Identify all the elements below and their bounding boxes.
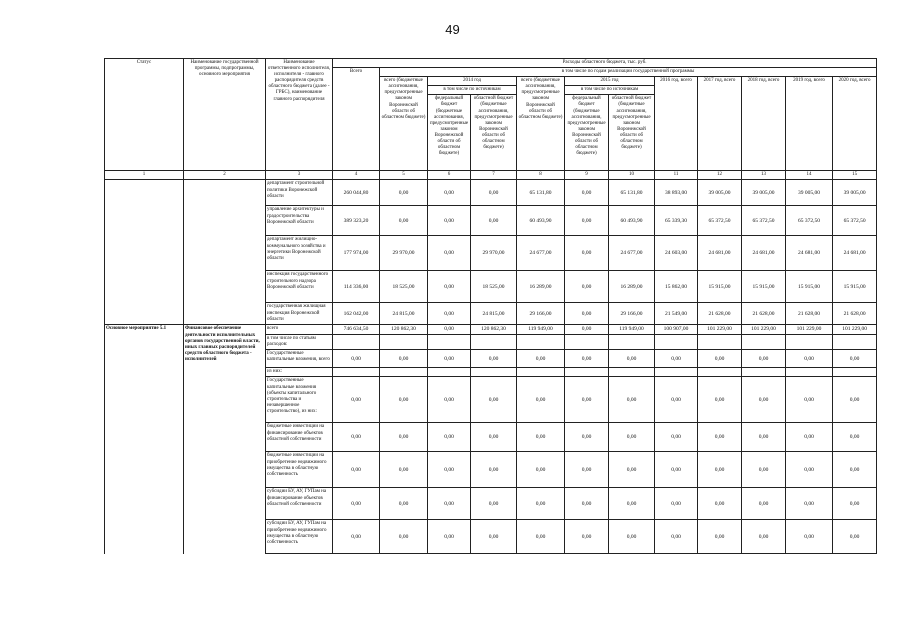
value-cell: 0,00: [698, 452, 742, 488]
value-cell: 746 634,50: [333, 325, 380, 335]
value-cell: 0,00: [380, 377, 428, 423]
executor-name-cell: управление архитектуры и градостроительства Воронежской области: [266, 206, 333, 236]
value-cell: [786, 368, 833, 377]
executor-name-cell: в том числе по статьям расходов:: [266, 335, 333, 350]
column-number: 9: [565, 171, 609, 180]
value-cell: 0,00: [471, 206, 517, 236]
value-cell: 0,00: [786, 423, 833, 452]
value-cell: [471, 368, 517, 377]
value-cell: 0,00: [471, 452, 517, 488]
value-cell: [655, 368, 698, 377]
value-cell: 29 166,00: [517, 303, 565, 325]
value-cell: 0,00: [565, 180, 609, 206]
value-cell: 24 681,00: [698, 236, 742, 271]
value-cell: 0,00: [517, 520, 565, 554]
value-cell: 0,00: [333, 488, 380, 520]
value-cell: [698, 335, 742, 350]
value-cell: 0,00: [471, 350, 517, 368]
table-header: [105, 59, 877, 171]
header-expenses-title: Расходы областного бюджета, тыс. руб.: [333, 59, 877, 68]
header-program-name: Наименование государственной программы, подпрограммы, основного мероприятия: [184, 59, 266, 171]
value-cell: 119 949,00: [517, 325, 565, 335]
value-cell: 0,00: [742, 423, 786, 452]
value-cell: 24 815,00: [380, 303, 428, 325]
value-cell: 29 970,00: [380, 236, 428, 271]
value-cell: 0,00: [517, 452, 565, 488]
value-cell: 0,00: [833, 377, 877, 423]
header-executor: Наименование ответственного исполнителя, исполнителя - главного распорядителя средств областного бюджета (далее - ГРБС), наименование главного распорядителя: [266, 59, 333, 171]
value-cell: [786, 335, 833, 350]
value-cell: 100 907,00: [655, 325, 698, 335]
header-year-2014: 2014 год: [428, 77, 517, 86]
executor-name-cell: субсидии БУ, АУ, ГУПам на приобретение недвижимого имущества в областную собственность: [266, 520, 333, 554]
header-status: Статус: [105, 59, 184, 171]
column-number: 5: [380, 171, 428, 180]
value-cell: 162 042,00: [333, 303, 380, 325]
value-cell: 0,00: [428, 423, 471, 452]
value-cell: 0,00: [742, 520, 786, 554]
table-row: [105, 180, 877, 206]
value-cell: 0,00: [380, 180, 428, 206]
value-cell: 101 229,00: [786, 325, 833, 335]
value-cell: 24 681,00: [833, 236, 877, 271]
value-cell: 21 628,00: [742, 303, 786, 325]
value-cell: 18 525,00: [471, 271, 517, 303]
value-cell: [655, 335, 698, 350]
value-cell: 16 289,00: [609, 271, 655, 303]
value-cell: 0,00: [655, 423, 698, 452]
value-cell: 65 372,50: [698, 206, 742, 236]
value-cell: 114 336,00: [333, 271, 380, 303]
value-cell: [833, 368, 877, 377]
value-cell: 0,00: [655, 377, 698, 423]
value-cell: 0,00: [517, 488, 565, 520]
main-event-name: Финансовое обеспечение деятельности исполнительных органов государственной власти, иных главных распорядителей средств областного бюджета - исполнителей: [184, 325, 266, 554]
column-number: 15: [833, 171, 877, 180]
table-row: [105, 271, 877, 303]
value-cell: 24 815,00: [471, 303, 517, 325]
value-cell: 0,00: [333, 452, 380, 488]
value-cell: 29 166,00: [609, 303, 655, 325]
header-y2018: 2018 год, всего: [742, 77, 786, 171]
value-cell: 0,00: [428, 325, 471, 335]
value-cell: 24 603,00: [655, 236, 698, 271]
header-total-2014: всего (бюджетные ассигнования, предусмотренные законом Воронежской области об областном бюджете): [380, 77, 428, 171]
value-cell: 0,00: [742, 350, 786, 368]
value-cell: 0,00: [517, 377, 565, 423]
value-cell: 24 677,00: [609, 236, 655, 271]
value-cell: 0,00: [428, 520, 471, 554]
value-cell: 0,00: [428, 271, 471, 303]
value-cell: 16 289,00: [517, 271, 565, 303]
column-number: 3: [266, 171, 333, 180]
value-cell: 0,00: [698, 350, 742, 368]
header-incl-by-years: в том числе по годам реализации государственной программы: [380, 68, 877, 77]
column-number: 1: [105, 171, 184, 180]
value-cell: 119 949,00: [609, 325, 655, 335]
status-cell: [105, 271, 184, 303]
value-cell: 15 915,00: [833, 271, 877, 303]
header-regional-2014: областной бюджет (бюджетные ассигнования, предусмотренные законом Воронежской области об областном бюджете): [471, 95, 517, 171]
value-cell: 15 915,00: [742, 271, 786, 303]
value-cell: 0,00: [833, 520, 877, 554]
value-cell: [380, 335, 428, 350]
value-cell: [609, 335, 655, 350]
value-cell: 65 131,80: [609, 180, 655, 206]
value-cell: [742, 368, 786, 377]
value-cell: 0,00: [565, 206, 609, 236]
header-y2016: 2016 год, всего: [655, 77, 698, 171]
value-cell: [609, 368, 655, 377]
status-cell: [105, 180, 184, 206]
executor-name-cell: бюджетные инвестиции на приобретение недвижимого имущества в областную собственность: [266, 452, 333, 488]
program-cell: [184, 271, 266, 303]
header-y2019: 2019 год, всего: [786, 77, 833, 171]
value-cell: 0,00: [609, 377, 655, 423]
value-cell: 0,00: [698, 377, 742, 423]
value-cell: 0,00: [742, 377, 786, 423]
table-row: [105, 206, 877, 236]
value-cell: 21 549,00: [655, 303, 698, 325]
value-cell: 0,00: [742, 452, 786, 488]
value-cell: 0,00: [609, 423, 655, 452]
table-row: [105, 325, 877, 335]
value-cell: 0,00: [609, 488, 655, 520]
column-number: 12: [698, 171, 742, 180]
value-cell: [333, 368, 380, 377]
column-number: 4: [333, 171, 380, 180]
value-cell: 0,00: [565, 520, 609, 554]
value-cell: 60 493,90: [517, 206, 565, 236]
value-cell: 0,00: [471, 180, 517, 206]
value-cell: 65 131,80: [517, 180, 565, 206]
status-cell: [105, 236, 184, 271]
header-year-2015: 2015 год: [565, 77, 655, 86]
executor-name-cell: из них:: [266, 368, 333, 377]
value-cell: 21 628,00: [786, 303, 833, 325]
value-cell: [833, 335, 877, 350]
value-cell: 0,00: [471, 520, 517, 554]
executor-name-cell: Государственные капитальные вложения, всего: [266, 350, 333, 368]
value-cell: [380, 368, 428, 377]
value-cell: [471, 335, 517, 350]
page-number: 49: [445, 22, 460, 37]
value-cell: 0,00: [655, 488, 698, 520]
value-cell: 260 044,80: [333, 180, 380, 206]
header-incl-sources-2014: в том числе по источникам: [428, 86, 517, 95]
header-federal-2015: федеральный бюджет (бюджетные ассигнования, предусмотренные законом Воронежской области об областном бюджете): [565, 95, 609, 171]
value-cell: 60 493,90: [609, 206, 655, 236]
executor-name-cell: Государственные капитальные вложения (объекты капитального строительства и незавершенное строительство), из них:: [266, 377, 333, 423]
value-cell: 0,00: [786, 488, 833, 520]
value-cell: 65 372,50: [786, 206, 833, 236]
value-cell: 0,00: [565, 377, 609, 423]
value-cell: 0,00: [609, 350, 655, 368]
value-cell: 0,00: [565, 325, 609, 335]
value-cell: 0,00: [471, 423, 517, 452]
executor-name-cell: инспекция государственного строительного надзора Воронежской области: [266, 271, 333, 303]
value-cell: 0,00: [380, 488, 428, 520]
budget-table: [104, 58, 877, 554]
executor-name-cell: департамент жилищно-коммунального хозяйства и энергетики Воронежской области: [266, 236, 333, 271]
value-cell: 0,00: [333, 423, 380, 452]
executor-name-cell: бюджетные инвестиции на финансирование объектов областной собственности: [266, 423, 333, 452]
header-incl-sources-2015: в том числе по источникам: [565, 86, 655, 95]
header-y2020: 2020 год, всего: [833, 77, 877, 171]
header-federal-2014: федеральный бюджет (бюджетные ассигнования, предусмотренные законом Воронежской области об областном бюджете): [428, 95, 471, 171]
value-cell: [517, 368, 565, 377]
value-cell: 24 681,00: [742, 236, 786, 271]
value-cell: 0,00: [428, 303, 471, 325]
value-cell: 101 229,00: [833, 325, 877, 335]
executor-name-cell: всего: [266, 325, 333, 335]
value-cell: 15 915,00: [698, 271, 742, 303]
value-cell: 21 628,00: [698, 303, 742, 325]
value-cell: 0,00: [565, 236, 609, 271]
value-cell: 120 862,30: [380, 325, 428, 335]
value-cell: 177 974,00: [333, 236, 380, 271]
value-cell: 39 005,00: [698, 180, 742, 206]
value-cell: 0,00: [565, 350, 609, 368]
main-event-status: Основное мероприятие 5.1: [105, 325, 184, 554]
value-cell: 0,00: [428, 377, 471, 423]
value-cell: 65 339,30: [655, 206, 698, 236]
value-cell: [565, 368, 609, 377]
column-number: 7: [471, 171, 517, 180]
table-row: [105, 236, 877, 271]
header-total: Всего: [333, 68, 380, 171]
value-cell: 101 229,00: [698, 325, 742, 335]
column-number: 14: [786, 171, 833, 180]
value-cell: 0,00: [380, 206, 428, 236]
value-cell: 0,00: [380, 350, 428, 368]
value-cell: 29 970,00: [471, 236, 517, 271]
value-cell: 39 005,00: [786, 180, 833, 206]
value-cell: 120 862,30: [471, 325, 517, 335]
value-cell: 38 893,00: [655, 180, 698, 206]
table-body: [105, 180, 877, 554]
header-total-2015: всего (бюджетные ассигнования, предусмотренные законом Воронежской области об областном бюджете): [517, 77, 565, 171]
value-cell: 0,00: [428, 350, 471, 368]
value-cell: 0,00: [428, 452, 471, 488]
value-cell: 24 681,00: [786, 236, 833, 271]
table-row: [105, 303, 877, 325]
header-regional-2015: областной бюджет (бюджетные ассигнования, предусмотренные законом Воронежской области об областном бюджете): [609, 95, 655, 171]
column-number: 13: [742, 171, 786, 180]
value-cell: [428, 335, 471, 350]
value-cell: 15 915,00: [786, 271, 833, 303]
value-cell: 0,00: [380, 423, 428, 452]
value-cell: [742, 335, 786, 350]
value-cell: 0,00: [698, 488, 742, 520]
value-cell: 0,00: [380, 452, 428, 488]
value-cell: 0,00: [742, 488, 786, 520]
value-cell: 0,00: [698, 423, 742, 452]
value-cell: 0,00: [655, 350, 698, 368]
value-cell: 65 372,50: [742, 206, 786, 236]
value-cell: 21 628,00: [833, 303, 877, 325]
value-cell: 0,00: [833, 452, 877, 488]
column-numbers: [105, 171, 877, 180]
value-cell: 101 229,00: [742, 325, 786, 335]
program-cell: [184, 206, 266, 236]
program-cell: [184, 303, 266, 325]
value-cell: 15 862,00: [655, 271, 698, 303]
value-cell: 0,00: [655, 452, 698, 488]
value-cell: 65 372,50: [833, 206, 877, 236]
value-cell: 0,00: [786, 350, 833, 368]
value-cell: 0,00: [428, 236, 471, 271]
status-cell: [105, 206, 184, 236]
column-number: 2: [184, 171, 266, 180]
status-cell: [105, 303, 184, 325]
value-cell: 0,00: [517, 350, 565, 368]
value-cell: 0,00: [609, 520, 655, 554]
value-cell: [698, 368, 742, 377]
program-cell: [184, 180, 266, 206]
value-cell: 0,00: [565, 488, 609, 520]
value-cell: 0,00: [609, 452, 655, 488]
value-cell: 389 323,20: [333, 206, 380, 236]
column-number: 6: [428, 171, 471, 180]
value-cell: [565, 335, 609, 350]
value-cell: 0,00: [380, 520, 428, 554]
value-cell: 0,00: [655, 520, 698, 554]
header-y2017: 2017 год, всего: [698, 77, 742, 171]
value-cell: 0,00: [471, 488, 517, 520]
value-cell: 0,00: [698, 520, 742, 554]
executor-name-cell: государственная жилищная инспекция Воронежской области: [266, 303, 333, 325]
value-cell: [333, 335, 380, 350]
value-cell: 0,00: [565, 303, 609, 325]
value-cell: 0,00: [565, 452, 609, 488]
value-cell: 0,00: [833, 488, 877, 520]
column-number: 11: [655, 171, 698, 180]
value-cell: [517, 335, 565, 350]
value-cell: [428, 368, 471, 377]
value-cell: 18 525,00: [380, 271, 428, 303]
value-cell: 0,00: [786, 377, 833, 423]
value-cell: 0,00: [333, 377, 380, 423]
value-cell: 0,00: [565, 271, 609, 303]
value-cell: 39 005,00: [742, 180, 786, 206]
value-cell: 0,00: [428, 488, 471, 520]
value-cell: 0,00: [565, 423, 609, 452]
value-cell: 0,00: [333, 350, 380, 368]
program-cell: [184, 236, 266, 271]
value-cell: 0,00: [786, 452, 833, 488]
value-cell: 39 005,00: [833, 180, 877, 206]
value-cell: 0,00: [833, 423, 877, 452]
value-cell: 0,00: [428, 180, 471, 206]
value-cell: 0,00: [833, 350, 877, 368]
value-cell: 0,00: [471, 377, 517, 423]
value-cell: 24 677,00: [517, 236, 565, 271]
value-cell: 0,00: [333, 520, 380, 554]
value-cell: 0,00: [786, 520, 833, 554]
executor-name-cell: субсидии БУ, АУ, ГУПам на финансирование объектов областной собственности: [266, 488, 333, 520]
column-number-row: [105, 171, 877, 180]
executor-name-cell: департамент строительной политики Воронежской области: [266, 180, 333, 206]
column-number: 8: [517, 171, 565, 180]
value-cell: 0,00: [428, 206, 471, 236]
column-number: 10: [609, 171, 655, 180]
value-cell: 0,00: [517, 423, 565, 452]
